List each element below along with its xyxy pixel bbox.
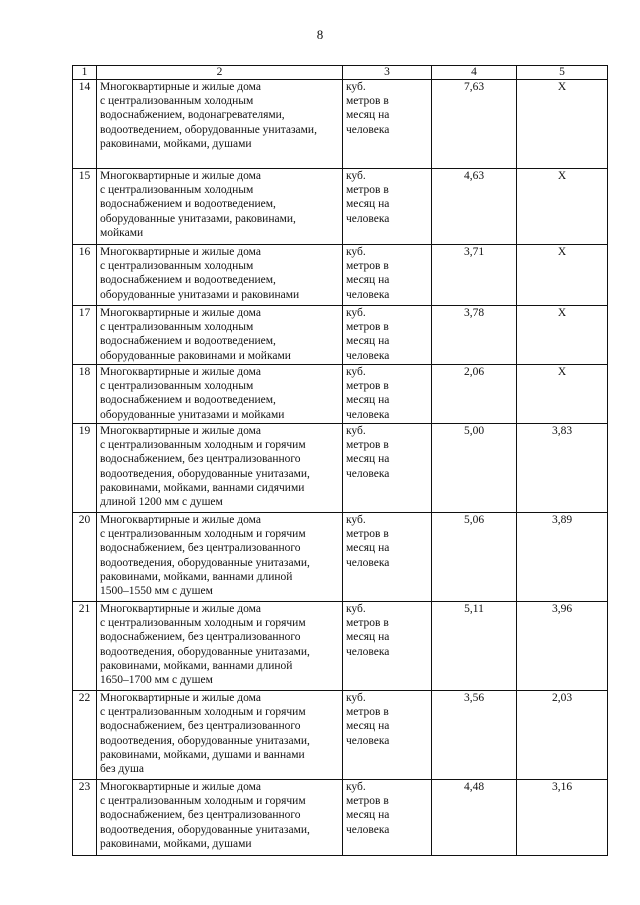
table-row (73, 780, 608, 856)
row-number: 14 (73, 80, 97, 169)
header-col-1: 1 (73, 66, 97, 80)
row-number: 17 (73, 306, 97, 365)
row-value-col-4: 5,06 (432, 513, 517, 602)
row-unit: куб. метров в месяц на человека (343, 602, 432, 691)
row-value-col-4: 5,00 (432, 424, 517, 513)
table-row (73, 306, 608, 365)
row-description: Многоквартирные и жилые дома с централизованным холодным водоснабжением и водоотведением, оборудованные раковинами и мойками (97, 306, 343, 365)
row-unit: куб. метров в месяц на человека (343, 365, 432, 424)
row-description: Многоквартирные и жилые дома с централизованным холодным и горячим водоснабжением, без централизованного водоотведения, оборудованные унитазами, раковинами, мойками, душами и ваннами без душа (97, 691, 343, 780)
row-value-col-5: 3,96 (517, 602, 608, 691)
row-value-col-5: X (517, 169, 608, 245)
row-value-col-4: 2,06 (432, 365, 517, 424)
row-value-col-4: 5,11 (432, 602, 517, 691)
row-number: 15 (73, 169, 97, 245)
consumption-norms-table (72, 65, 608, 856)
row-value-col-5: X (517, 365, 608, 424)
row-description: Многоквартирные и жилые дома с централизованным холодным и горячим водоснабжением, без централизованного водоотведения, оборудованные унитазами, раковинами, мойками, ваннами сидячими длиной 1200 мм с душем (97, 424, 343, 513)
row-unit: куб. метров в месяц на человека (343, 780, 432, 856)
row-number: 22 (73, 691, 97, 780)
row-value-col-4: 7,63 (432, 80, 517, 169)
row-number: 16 (73, 245, 97, 306)
row-value-col-5: 2,03 (517, 691, 608, 780)
row-unit: куб. метров в месяц на человека (343, 306, 432, 365)
header-col-5: 5 (517, 66, 608, 80)
row-description: Многоквартирные и жилые дома с централизованным холодным водоснабжением и водоотведением, оборудованные унитазами, раковинами, мойками (97, 169, 343, 245)
row-unit: куб. метров в месяц на человека (343, 245, 432, 306)
row-unit: куб. метров в месяц на человека (343, 513, 432, 602)
row-value-col-5: X (517, 245, 608, 306)
row-value-col-4: 4,48 (432, 780, 517, 856)
row-value-col-5: 3,89 (517, 513, 608, 602)
row-description: Многоквартирные и жилые дома с централизованным холодным и горячим водоснабжением, без централизованного водоотведения, оборудованные унитазами, раковинами, мойками, душами (97, 780, 343, 856)
header-col-2: 2 (97, 66, 343, 80)
table-row (73, 245, 608, 306)
row-description: Многоквартирные и жилые дома с централизованным холодным водоснабжением и водоотведением, оборудованные унитазами и мойками (97, 365, 343, 424)
row-number: 20 (73, 513, 97, 602)
row-value-col-4: 3,78 (432, 306, 517, 365)
table-row (73, 602, 608, 691)
table-row (73, 169, 608, 245)
row-description: Многоквартирные и жилые дома с централизованным холодным и горячим водоснабжением, без централизованного водоотведения, оборудованные унитазами, раковинами, мойками, ваннами длиной 1650–1700 мм с душем (97, 602, 343, 691)
row-value-col-5: 3,83 (517, 424, 608, 513)
table-row (73, 424, 608, 513)
table-header-row (73, 66, 608, 80)
row-number: 18 (73, 365, 97, 424)
row-description: Многоквартирные и жилые дома с централизованным холодным и горячим водоснабжением, без централизованного водоотведения, оборудованные унитазами, раковинами, мойками, ваннами длиной 1500–1550 мм с душем (97, 513, 343, 602)
table-row (73, 80, 608, 169)
row-value-col-4: 3,71 (432, 245, 517, 306)
row-number: 21 (73, 602, 97, 691)
row-number: 23 (73, 780, 97, 856)
page-number: 8 (316, 27, 324, 42)
row-value-col-5: X (517, 80, 608, 169)
table-row (73, 513, 608, 602)
row-value-col-4: 4,63 (432, 169, 517, 245)
row-unit: куб. метров в месяц на человека (343, 424, 432, 513)
row-description: Многоквартирные и жилые дома с централизованным холодным водоснабжением и водоотведением, оборудованные унитазами и раковинами (97, 245, 343, 306)
header-col-4: 4 (432, 66, 517, 80)
row-value-col-4: 3,56 (432, 691, 517, 780)
table-row (73, 365, 608, 424)
row-description: Многоквартирные и жилые дома с централизованным холодным водоснабжением, водонагревателями, водоотведением, оборудованные унитазами, раковинами, мойками, душами (97, 80, 343, 169)
row-unit: куб. метров в месяц на человека (343, 691, 432, 780)
row-number: 19 (73, 424, 97, 513)
table-row (73, 691, 608, 780)
row-unit: куб. метров в месяц на человека (343, 169, 432, 245)
row-value-col-5: 3,16 (517, 780, 608, 856)
row-unit: куб. метров в месяц на человека (343, 80, 432, 169)
header-col-3: 3 (343, 66, 432, 80)
row-value-col-5: X (517, 306, 608, 365)
